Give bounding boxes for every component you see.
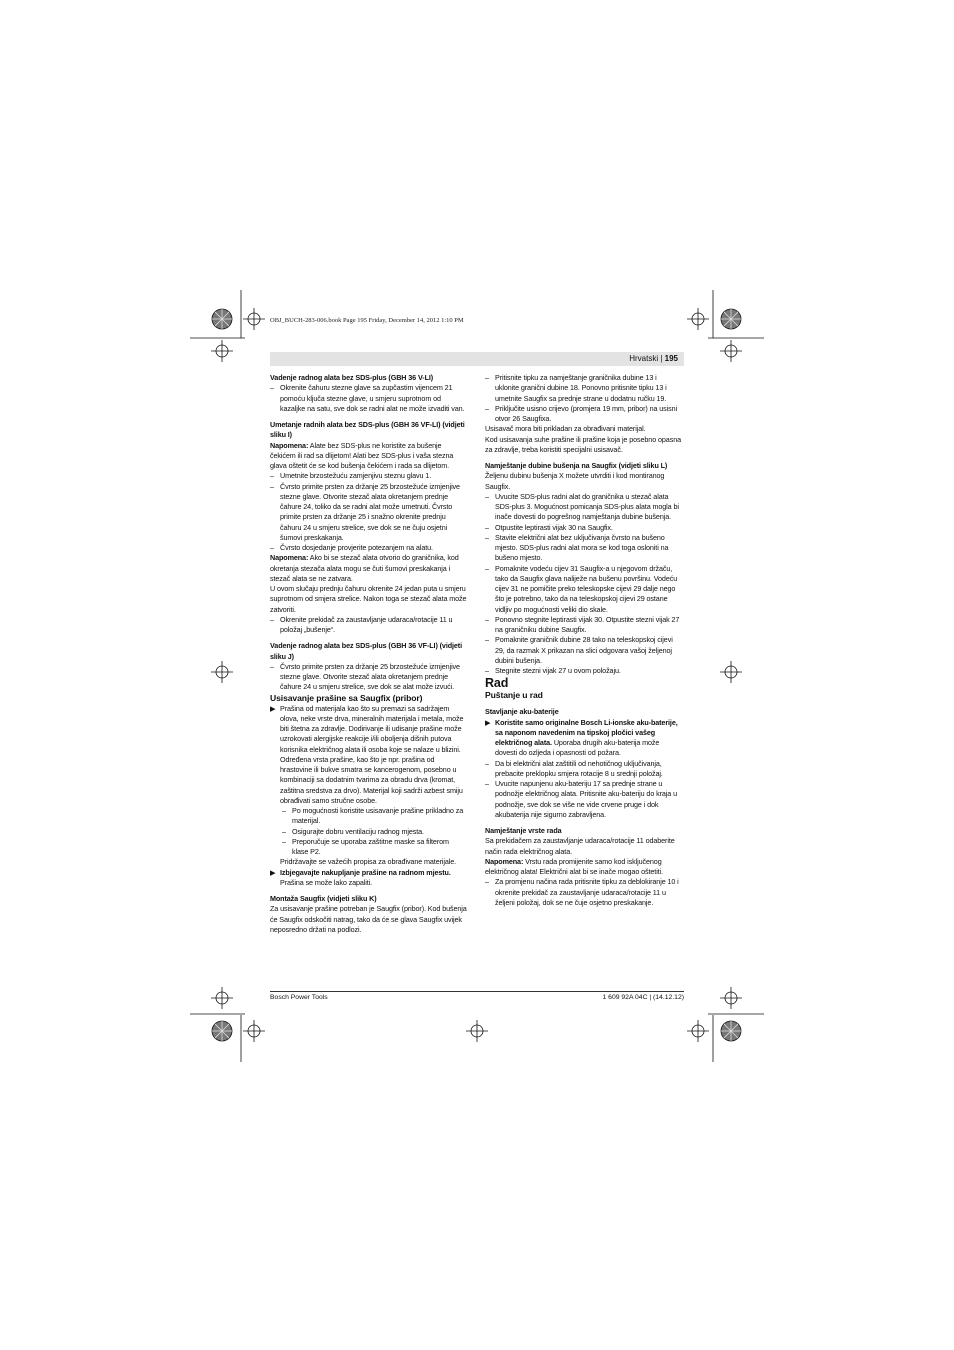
- right-column: [485, 373, 682, 908]
- heading-stavljanje: Stavljanje aku-baterije: [485, 707, 559, 717]
- list-item: – Po mogućnosti koristite usisavanje prašine prikladno za materijal.: [282, 806, 464, 826]
- header-section: Hrvatski |: [629, 354, 663, 363]
- heading-rad: Rad: [485, 676, 509, 691]
- page-number: 195: [664, 354, 678, 363]
- list-item: ▶ Prašina od materijala kao što su premazi sa sadržajem olova, neke vrste drva, mineralnih materijala i metala, može biti štetna za zdravlje. Dodirivanje ili udisanje prašine može uzrokovati alergijske reakcije i/ili oboljenja dišnih putova korisnika električnog alata ili osoba koje se nalaze u blizini.: [270, 703, 464, 754]
- heading-vadenje-v: Vadenje radnog alata bez SDS-plus (GBH 36 V-LI): [270, 373, 434, 382]
- page-header: [270, 352, 684, 366]
- list-item: ▶ Izbjegavajte nakupljanje prašine na radnom mjestu. Prašina se može lako zapaliti.: [270, 867, 451, 887]
- list-item: ▶ Koristite samo originalne Bosch Li-ionske aku-baterije, sa naponom navedenim na tipskoj pločici vašeg električnog alata. Uporaba drugih aku-baterija može dovesti do ozljeda i opasnosti od požara.: [485, 717, 678, 758]
- note: Napomena: Alate bez SDS-plus ne koristite za bušenje čekićem ili rad sa dlijetom! Alati bez SDS-plus i vaša stezna glava oštetit će se kod bušenja čekićem i rada sa dlijetom.: [270, 440, 454, 470]
- list-item: – Pomaknite vodeću cijev 31 Saugfix-a u njegovom držaču, tako da Saugfix glava naliježe na bušenu površinu. Vodeću cijev 31 ne pomičite preko teleskopske cijevi 29 dalje nego što je potrebno, tako da na teleskopskoj cijevi 29 ostane vidljiv po mogućnosti veliki dio skale.: [485, 563, 678, 614]
- list-item: – Okrenite prekidač za zaustavljanje udaraca/rotacije 11 u položaj „bušenje“.: [270, 614, 453, 634]
- list-item: – Uvucite napunjenu aku-bateriju 17 sa prednje strane u podnožje električnog alata. Pritisnite aku-bateriju do kraja u podnožje, sve dok se više ne vide crvene pruge i dok akubaterija nije sigurno zabravljena.: [485, 779, 677, 819]
- footer-code: 1 609 92A 04C | (14.12.12): [602, 994, 684, 1001]
- list-item: – Stegnite stezni vijak 27 u ovom položaju.: [485, 666, 621, 675]
- list-item: – Da bi električni alat zaštitili od nehotičnog uključivanja, prebacite preklopku smjera rotacije 8 u srednji položaj.: [485, 758, 663, 778]
- left-column: [270, 373, 467, 935]
- heading-usisavanje: Usisavanje prašine sa Saugfix (pribor): [270, 692, 423, 703]
- heading-pustanje: Puštanje u rad: [485, 690, 543, 701]
- heading-dubina: Namještanje dubine bušenja na Saugfix (vidjeti sliku L): [485, 461, 668, 470]
- list-item: – Čvrsto dosjedanje provjerite potezanjem na alatu.: [270, 543, 433, 552]
- paragraph: Usisavač mora biti prikladan za obrađivani materijal.: [485, 424, 646, 434]
- list-item: – Pritisnite tipku za namještanje graničnika dubine 13 i uklonite granični dubine 18. Ponovno pritisnite tipku 13 i umetnite Saugfix sa prednje strane u dodatnu ručku 19.: [485, 373, 667, 403]
- list-item: – Osigurajte dobru ventilaciju radnog mjesta.: [282, 826, 424, 836]
- list-item: – Ponovno stegnite leptirasti vijak 30. Otpustite stezni vijak 27 na graničniku dubine Saugfix.: [485, 614, 680, 634]
- list-item: – Za promjenu načina rada pritisnite tipku za deblokiranje 10 i okrenite prekidač za zaustavljanje udaraca/rotacije 11 u željeni položaj, dok se ne čuje osjetno preskakanje.: [485, 877, 679, 907]
- list-item: – Stavite električni alat bez uključivanja čvrsto na bušeno mjesto. SDS-plus radni alat mora se kod toga osloniti na bušeno mjesto.: [485, 532, 669, 563]
- list-item: – Okrenite čahuru stezne glave sa zupčastim vijencem 21 pomoću ključa stezne glave, u smjeru suprotnom od kazaljke na satu, sve dok se radni alat ne može izvaditi van.: [270, 383, 465, 413]
- paragraph: U ovom slučaju prednju čahuru okrenite 24 jedan puta u smjeru suprotnom od smjera strelice. Nakon toga se stezač alata može zatvoriti.: [270, 584, 467, 614]
- paragraph: Sa prekidačem za zaustavljanje udaraca/rotacije 11 odaberite način rada električnog alata.: [485, 836, 675, 856]
- footer-publisher: Bosch Power Tools: [270, 994, 328, 1001]
- heading-vadenje-vf: Vadenje radnog alata bez SDS-plus (GBH 36 VF-LI) (vidjeti sliku J): [270, 641, 462, 661]
- note: Napomena: Ako bi se stezač alata otvorio do graničnika, kod okretanja stezača alata mogu se čuti šumovi preskakanja i stezač alata se ne zatvara.: [270, 553, 459, 583]
- heading-umetanje: Umetanje radnih alata bez SDS-plus (GBH 36 VF-LI) (vidjeti sliku I): [270, 420, 465, 440]
- footer-rule: [270, 991, 684, 992]
- header-text: [629, 354, 678, 363]
- paragraph: Za usisavanje prašine potreban je Saugfix (pribor). Kod bušenja će Saugfix odskočiti natrag, tako da će se glava Saugfix uvijek neposredno držati na podlozi.: [270, 904, 467, 934]
- list-item: – Čvrsto primite prsten za držanje 25 brzostežuće izmjenjive stezne glave. Otvorite stezač alata okretanjem prednje čahure 24, toliko da se radni alat može umetnuti. Čvrsto primite prsten za držanje 25 i snažno okrenite prednju čahuru 24 u smjeru strelice, sve dok se ne čuju osjetni šumovi preskakanja.: [270, 481, 460, 542]
- list-item: – Pomaknite graničnik dubine 28 tako na teleskopskoj cijevi 29, da razmak X prikazan na slici odgovara vašoj željenoj dubini bušenja.: [485, 635, 673, 665]
- paragraph: Određena vrsta prašine, kao što je npr. prašina od hrastovine ili bukve smatra se kancerogenom, posebno u kombinaciji sa dodatnim tvarima za obradu drva (kromat, zaštitna sredstva za drvo). Materijal koji sadrži azbest smiju obrađivati samo stručne osobe.: [280, 754, 463, 805]
- paragraph: Pridržavajte se važećih propisa za obrađivane materijale.: [280, 857, 457, 867]
- list-item: – Uvucite SDS-plus radni alat do graničnika u stezač alata SDS-plus 3. Mogućnost pomicanja SDS-plus alata mogla bi inače dovesti do pogrešnog namještanja dubine bušenja.: [485, 491, 679, 522]
- paragraph: Željenu dubinu bušenja X možete utvrditi i kod montiranog Saugfix.: [485, 471, 665, 491]
- list-item: – Umetnite brzostežuću zamjenjivu steznu glavu 1.: [270, 471, 432, 481]
- print-info: OBJ_BUCH-283-006.book Page 195 Friday, December 14, 2012 1:10 PM: [270, 317, 464, 324]
- note: Napomena: Vrstu rada promijenite samo kod isključenog električnog alata! Električni alat bi se inače mogao oštetiti.: [485, 856, 663, 876]
- list-item: – Otpustite leptirasti vijak 30 na Saugfix.: [485, 522, 613, 532]
- heading-namjestanje: Namještanje vrste rada: [485, 826, 562, 835]
- list-item: – Čvrsto primite prsten za držanje 25 brzostežuće izmjenjive stezne glave. Otvorite stezač alata okretanjem prednje čahure 24 u smjeru strelice, sve dok se alat može izvući.: [270, 661, 460, 692]
- list-item: – Preporučuje se uporaba zaštitne maske sa filterom klase P2.: [282, 836, 449, 856]
- paragraph: Kod usisavanja suhe prašine ili prašine koja je posebno opasna za zdravlje, treba koristiti specijalni usisavač.: [485, 434, 681, 454]
- heading-montaza: Montaža Saugfix (vidjeti sliku K): [270, 894, 377, 903]
- list-item: – Priključite usisno crijevo (promjera 19 mm, pribor) na usisni otvor 26 Saugfixa.: [485, 403, 678, 423]
